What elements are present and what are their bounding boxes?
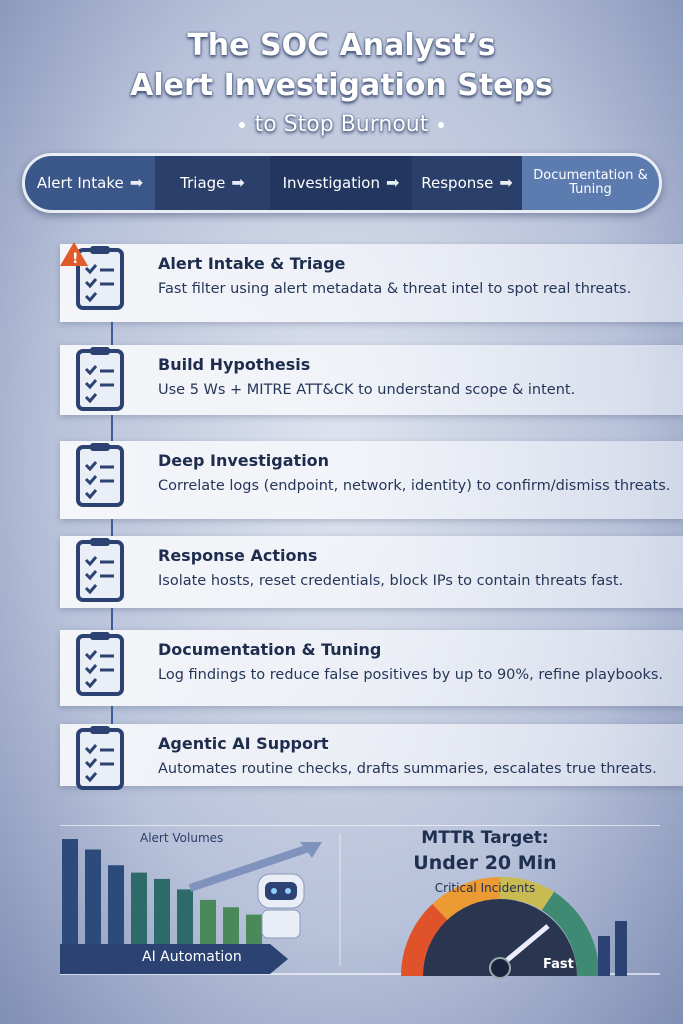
alert-volume-bar — [177, 889, 193, 944]
arrow-icon: ➡ — [129, 173, 144, 193]
alert-volume-bar — [200, 900, 216, 944]
metrics-graphics — [0, 826, 600, 976]
step-card — [60, 345, 683, 415]
speed-gauge — [405, 881, 627, 978]
pipeline-bar — [22, 153, 662, 213]
alert-volumes-label: Alert Volumes — [140, 831, 224, 845]
pipeline-step — [25, 156, 155, 210]
step-card — [60, 244, 683, 322]
step-description: Use 5 Ws + MITRE ATT&CK to understand scope & intent. — [158, 382, 576, 398]
alert-volume-bar — [108, 865, 124, 944]
arrow-icon: ➡ — [385, 173, 400, 193]
shield-lock-icon — [60, 534, 140, 614]
pipeline-step — [155, 156, 270, 210]
connector-line — [111, 415, 113, 441]
pipeline-label: Triage — [180, 173, 226, 192]
robot-icon — [258, 874, 304, 938]
step-description: Correlate logs (endpoint, network, identity) to confirm/dismiss threats. — [158, 478, 671, 494]
pipeline-label: Response — [421, 173, 494, 192]
monitor-icon — [60, 439, 140, 519]
pipeline-step — [522, 156, 659, 210]
clipboard-warning-icon — [60, 242, 140, 322]
pipeline-step — [412, 156, 522, 210]
step-title: Build Hypothesis — [158, 355, 311, 374]
pipeline-label: Alert Intake — [36, 173, 124, 192]
step-description: Automates routine checks, drafts summaries, escalates true threats. — [158, 761, 657, 777]
step-description: Isolate hosts, reset credentials, block IPs to contain threats fast. — [158, 573, 624, 589]
step-card — [60, 724, 683, 786]
robot-icon — [60, 722, 140, 802]
connector-line — [111, 322, 113, 345]
step-card — [60, 536, 683, 608]
metrics-panel — [60, 825, 660, 975]
arrow-icon: ➡ — [231, 173, 245, 193]
mttr-subtitle: Critical Incidents — [434, 881, 536, 895]
alert-volume-bar — [246, 915, 262, 944]
alert-volume-bar — [154, 879, 170, 944]
arrow-icon: ➡ — [499, 173, 513, 193]
alert-volume-bar — [85, 850, 101, 945]
alert-volume-bar — [223, 907, 239, 944]
step-title: Alert Intake & Triage — [158, 254, 346, 273]
svg-text:!: ! — [72, 251, 79, 267]
step-card — [60, 630, 683, 706]
step-title: Documentation & Tuning — [158, 640, 382, 659]
step-description: Fast filter using alert metadata & threat intel to spot real threats. — [158, 281, 632, 297]
step-title: Deep Investigation — [158, 451, 330, 470]
alert-volume-bar — [131, 873, 147, 944]
subtitle — [0, 112, 683, 137]
pipeline-label: Investigation — [282, 173, 380, 192]
subtitle-text: to Stop Burnout — [254, 112, 429, 137]
step-card — [60, 441, 683, 519]
step-title: Agentic AI Support — [158, 734, 329, 753]
pipeline-step — [270, 156, 412, 210]
step-description: Log findings to reduce false positives by up to 90%, refine playbooks. — [158, 667, 664, 683]
ai-automation-label: AI Automation — [142, 949, 242, 965]
alert-volume-bar — [62, 839, 78, 944]
step-title: Response Actions — [158, 546, 318, 565]
pipeline-label: Documentation & Tuning — [533, 167, 648, 197]
title-line-2: Alert Investigation Steps — [130, 68, 553, 103]
mttr-value: Under 20 Min — [413, 852, 557, 874]
title-line-1: The SOC Analyst’s — [187, 28, 496, 63]
connector-line — [111, 608, 113, 630]
magnifier-checklist-icon — [60, 343, 140, 423]
gauge-label: Fast — [543, 957, 574, 972]
mttr-title: MTTR Target: — [421, 828, 549, 848]
clipboard-pen-icon — [60, 628, 140, 708]
